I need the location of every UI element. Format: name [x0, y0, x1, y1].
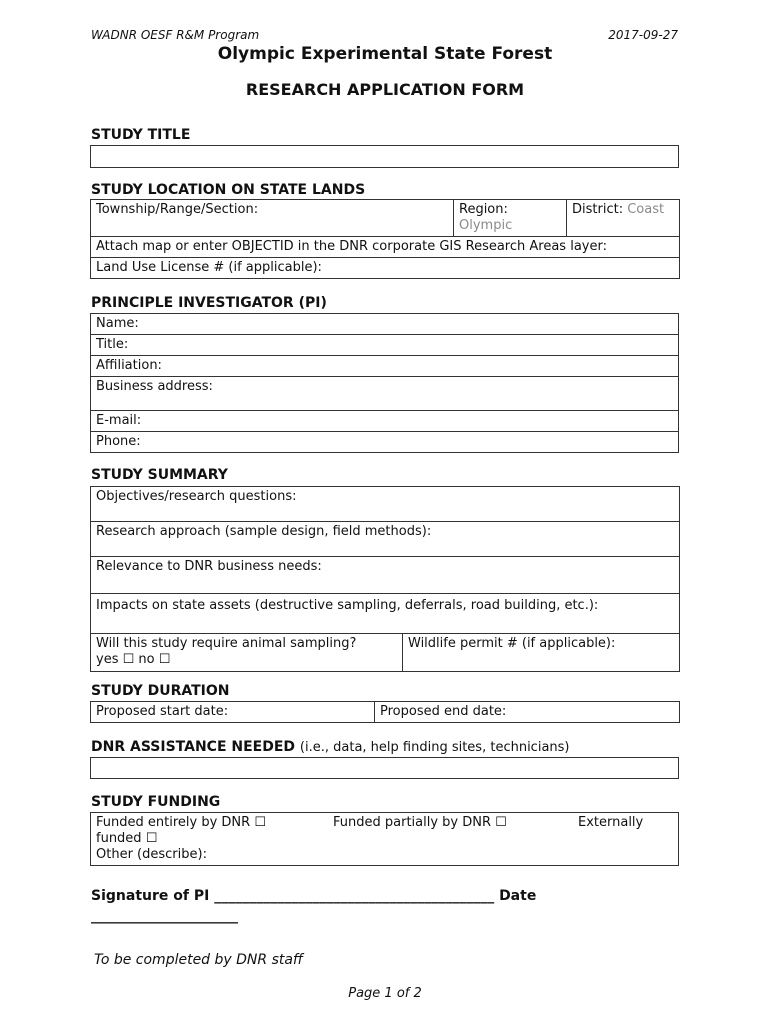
- region-value: Olympic: [459, 218, 513, 233]
- pi-email-field[interactable]: [91, 411, 679, 432]
- license-field[interactable]: [91, 258, 680, 279]
- objectives-field[interactable]: [91, 487, 680, 522]
- funded-partially-option: [333, 815, 507, 831]
- animal-sampling-field: [91, 634, 403, 672]
- funded-partially-checkbox[interactable]: ☐: [495, 815, 507, 830]
- externally-funded-label: Externally: [578, 815, 644, 830]
- section-pi: PRINCIPLE INVESTIGATOR (PI): [91, 295, 327, 311]
- pi-name-field[interactable]: [91, 314, 679, 335]
- district-field[interactable]: [567, 200, 680, 237]
- pi-address-label: Business address:: [96, 379, 213, 394]
- funding-table: [90, 812, 679, 866]
- pi-email-label: E-mail:: [96, 413, 142, 428]
- pi-title-label: Title:: [96, 337, 129, 352]
- header-program: WADNR OESF R&M Program: [91, 28, 260, 42]
- no-label: no: [138, 652, 155, 667]
- permit-label: Wildlife permit # (if applicable):: [408, 636, 616, 651]
- pi-affiliation-field[interactable]: [91, 356, 679, 377]
- district-label: District:: [572, 202, 624, 217]
- objectives-label: Objectives/research questions:: [96, 489, 297, 504]
- section-study-summary: STUDY SUMMARY: [91, 467, 228, 483]
- yes-label: yes: [96, 652, 119, 667]
- section-study-funding: STUDY FUNDING: [91, 794, 221, 810]
- summary-table: [90, 486, 680, 672]
- map-field[interactable]: [91, 237, 680, 258]
- section-study-location: STUDY LOCATION ON STATE LANDS: [91, 182, 366, 198]
- section-dnr-assistance: [91, 739, 570, 755]
- assistance-table: [90, 757, 679, 779]
- duration-table: [90, 701, 680, 723]
- form-title: Olympic Experimental State Forest: [217, 44, 553, 64]
- pi-name-label: Name:: [96, 316, 139, 331]
- funded-partially-label: Funded partially by DNR: [333, 815, 492, 830]
- signature-block: [91, 886, 611, 926]
- section-study-duration: STUDY DURATION: [91, 683, 230, 699]
- pi-table: [90, 313, 679, 453]
- relevance-label: Relevance to DNR business needs:: [96, 559, 322, 574]
- form-subtitle: RESEARCH APPLICATION FORM: [245, 80, 525, 99]
- map-label: Attach map or enter OBJECTID in the DNR corporate GIS Research Areas layer:: [96, 239, 607, 254]
- pi-phone-field[interactable]: [91, 432, 679, 453]
- dnr-assistance-heading: DNR ASSISTANCE NEEDED: [91, 739, 296, 755]
- page-number: Page 1 of 2: [348, 986, 422, 1001]
- approach-field[interactable]: [91, 522, 680, 557]
- pi-address-field[interactable]: [91, 377, 679, 411]
- trs-label: Township/Range/Section:: [96, 202, 259, 217]
- district-value: Coast: [627, 202, 665, 217]
- date-label: Date: [499, 888, 537, 904]
- funded-entirely-checkbox[interactable]: ☐: [254, 815, 266, 830]
- header-date: 2017-09-27: [608, 28, 678, 42]
- trs-field[interactable]: [91, 200, 454, 237]
- pi-affiliation-label: Affiliation:: [96, 358, 162, 373]
- funding-other-label[interactable]: Other (describe):: [96, 847, 207, 862]
- end-date-label: Proposed end date:: [380, 704, 507, 719]
- signature-line[interactable]: ________________________________________: [214, 888, 495, 904]
- end-date-field[interactable]: [375, 702, 680, 723]
- dnr-assistance-note: (i.e., data, help finding sites, technicians): [299, 740, 570, 755]
- section-study-title: STUDY TITLE: [91, 127, 191, 143]
- funding-field: [91, 813, 679, 866]
- location-table: [90, 199, 680, 279]
- relevance-field[interactable]: [91, 557, 680, 594]
- signature-label: Signature of PI: [91, 888, 210, 904]
- region-field[interactable]: [454, 200, 567, 237]
- license-label: Land Use License # (if applicable):: [96, 260, 322, 275]
- approach-label: Research approach (sample design, field methods):: [96, 524, 432, 539]
- impacts-field[interactable]: [91, 594, 680, 634]
- staff-note: To be completed by DNR staff: [94, 952, 304, 968]
- pi-phone-label: Phone:: [96, 434, 141, 449]
- impacts-label: Impacts on state assets (destructive sampling, deferrals, road building, etc.):: [96, 598, 599, 613]
- assistance-field[interactable]: [91, 758, 679, 779]
- animal-sampling-label: Will this study require animal sampling?: [96, 636, 357, 651]
- pi-title-field[interactable]: [91, 335, 679, 356]
- date-line[interactable]: _____________________: [91, 908, 238, 924]
- funded-entirely-label: Funded entirely by DNR: [96, 815, 251, 830]
- no-checkbox[interactable]: ☐: [158, 652, 171, 667]
- region-label: Region:: [459, 202, 508, 217]
- start-date-label: Proposed start date:: [96, 704, 229, 719]
- externally-funded-checkbox[interactable]: ☐: [145, 831, 158, 846]
- funded-entirely-option: [96, 815, 266, 831]
- study-title-table: [90, 145, 679, 168]
- yes-checkbox[interactable]: ☐: [122, 652, 135, 667]
- permit-field[interactable]: [403, 634, 680, 672]
- start-date-field[interactable]: [91, 702, 375, 723]
- study-title-field[interactable]: [91, 146, 679, 168]
- externally-funded-label-2: funded: [96, 831, 142, 846]
